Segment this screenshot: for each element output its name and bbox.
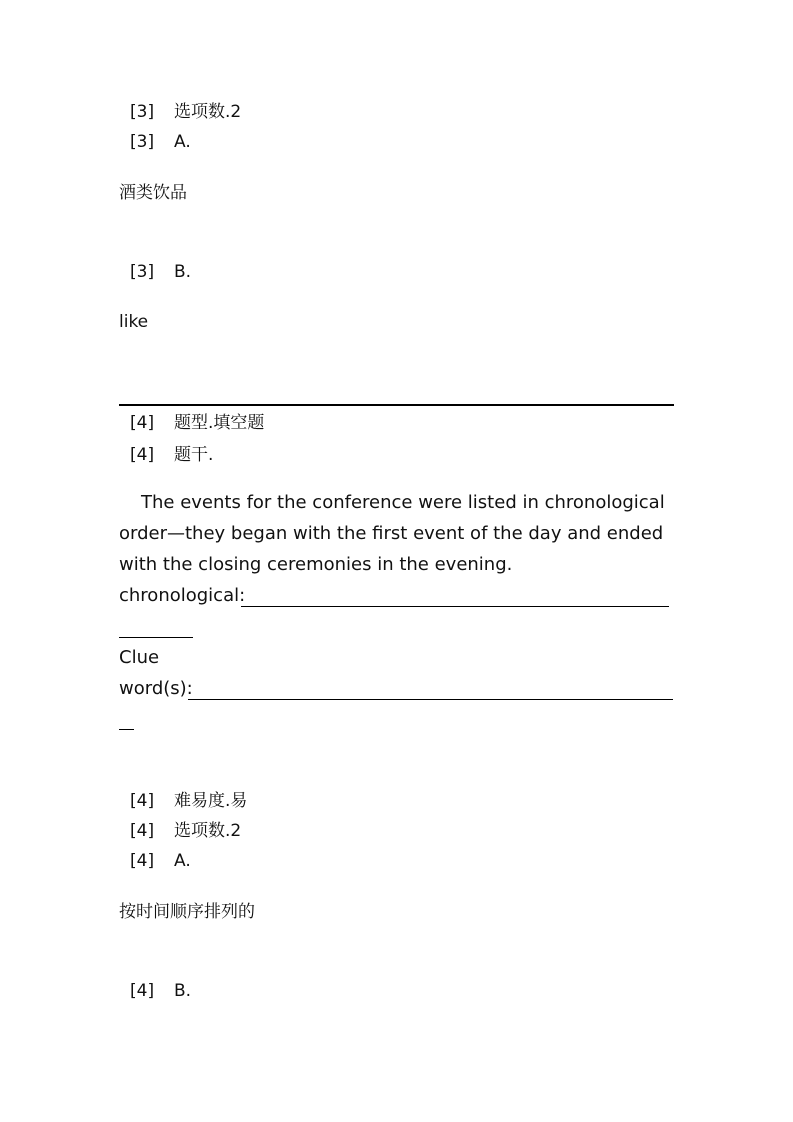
q4-option-b-label: B. xyxy=(174,981,192,1001)
q4-clue-label-1: Clue xyxy=(119,647,160,668)
q4-stem-line-3: with the closing ceremonies in the evening. xyxy=(119,554,513,575)
q3-option-b-tag: [3] xyxy=(130,262,155,282)
question-separator xyxy=(119,404,674,406)
q4-term-blank-line-2[interactable] xyxy=(119,637,193,638)
q4-difficulty: 难易度.易 xyxy=(174,791,248,811)
q3-options-count: 选项数.2 xyxy=(174,102,242,122)
q3-option-a-tag: [3] xyxy=(130,132,155,152)
q4-clue-label-2: word(s): xyxy=(119,678,193,699)
q3-option-a-content: 酒类饮品 xyxy=(119,183,187,203)
q4-stem-tag: [4] xyxy=(130,445,155,465)
q4-option-a-label: A. xyxy=(174,851,191,871)
q4-clue-blank-line-2[interactable] xyxy=(119,729,134,730)
q4-term-label: chronological: xyxy=(119,585,246,606)
q4-options-count-tag: [4] xyxy=(130,821,155,841)
q4-stem-line-1: The events for the conference were listed in chronological xyxy=(141,492,665,513)
q4-difficulty-tag: [4] xyxy=(130,791,155,811)
q4-term-blank-line-1[interactable] xyxy=(241,606,669,607)
q4-type: 题型.填空题 xyxy=(174,413,265,433)
q4-option-a-content: 按时间顺序排列的 xyxy=(119,902,255,922)
q4-stem-label: 题干. xyxy=(174,445,214,465)
q4-option-b-tag: [4] xyxy=(130,981,155,1001)
q3-option-a-label: A. xyxy=(174,132,191,152)
q3-option-b-content: like xyxy=(119,312,149,332)
q4-clue-blank-line-1[interactable] xyxy=(188,699,673,700)
q4-options-count: 选项数.2 xyxy=(174,821,242,841)
q4-stem-line-2: order—they began with the first event of the day and ended xyxy=(119,523,664,544)
q4-option-a-tag: [4] xyxy=(130,851,155,871)
q4-type-tag: [4] xyxy=(130,413,155,433)
q3-options-count-tag: [3] xyxy=(130,102,155,122)
q3-option-b-label: B. xyxy=(174,262,192,282)
